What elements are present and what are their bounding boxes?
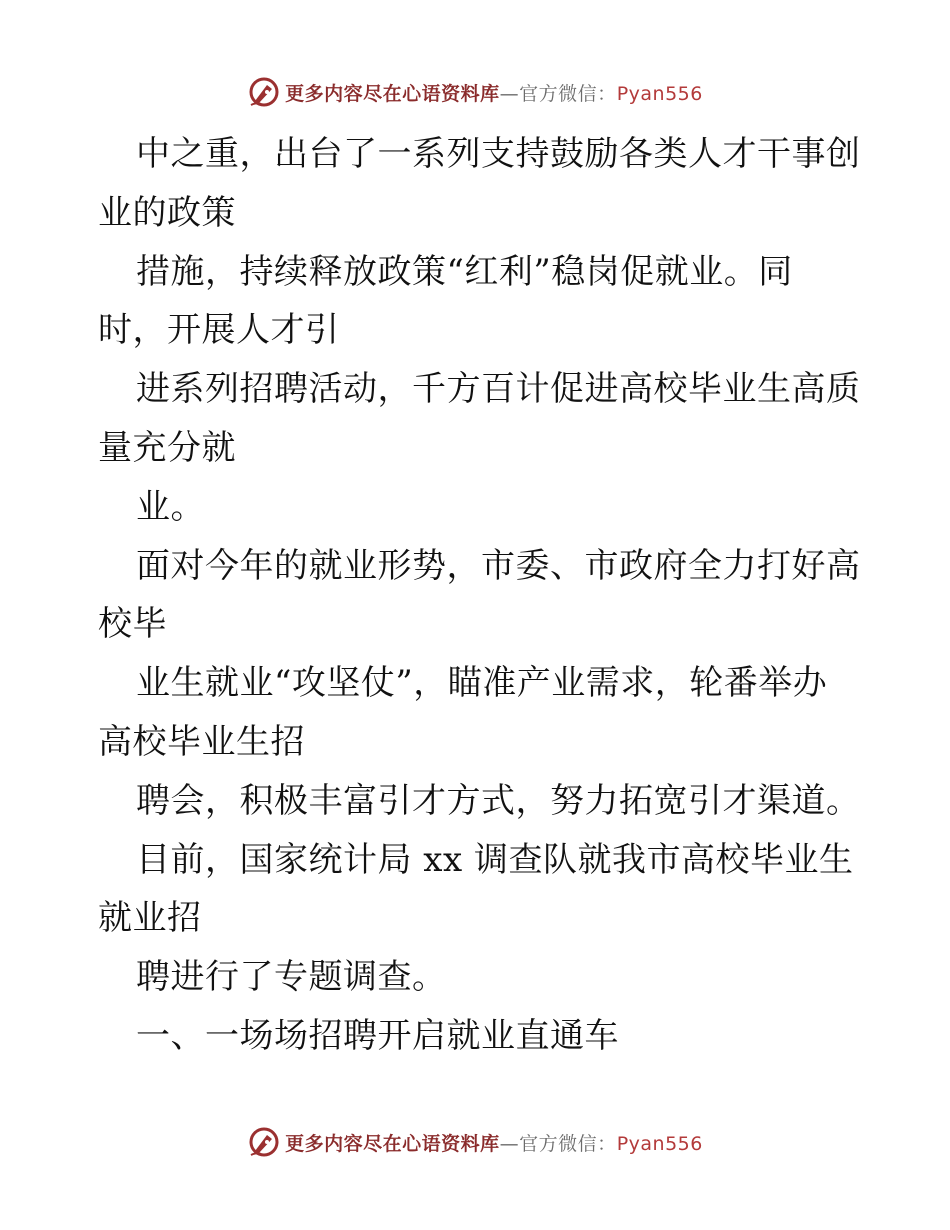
header-banner-wechat: 官方微信：: [519, 82, 617, 105]
header-banner-id: Pyan556: [616, 82, 703, 105]
document-line: 业。: [136, 486, 205, 527]
document-line: 面对今年的就业形势，市委、市政府全力打好高: [136, 545, 861, 586]
footer-banner: [0, 1122, 950, 1162]
footer-banner-text: [285, 1129, 703, 1156]
document-line: 措施，持续释放政策“红利”稳岗促就业。同: [136, 251, 793, 292]
footer-banner-wechat: 官方微信：: [519, 1132, 617, 1155]
pen-nib-logo-icon: [247, 75, 281, 109]
document-line: 就业招: [98, 898, 202, 939]
footer-banner-main: 更多内容尽在心语资料库: [285, 1132, 500, 1155]
document-line: 目前，国家统计局 xx 调查队就我市高校毕业生: [136, 839, 854, 880]
section-heading: 一、一场场招聘开启就业直通车: [136, 1015, 619, 1056]
document-body: [98, 125, 861, 1066]
document-line: 聘进行了专题调查。: [136, 957, 447, 998]
document-line: 进系列招聘活动，千方百计促进高校毕业生高质: [136, 369, 861, 410]
document-line: 时，开展人才引: [98, 310, 340, 351]
footer-banner-id: Pyan556: [616, 1132, 703, 1155]
document-line: 高校毕业生招: [98, 721, 305, 762]
document-line: 量充分就: [98, 427, 236, 468]
document-line: 业生就业“攻坚仗”，瞄准产业需求，轮番举办: [136, 663, 828, 704]
footer-banner-separator: —: [499, 1132, 520, 1155]
header-banner: [0, 72, 950, 112]
document-line: 中之重，出台了一系列支持鼓励各类人才干事创: [136, 134, 861, 174]
pen-nib-logo-icon: [247, 1125, 281, 1159]
header-banner-text: [285, 79, 703, 106]
header-banner-main: 更多内容尽在心语资料库: [285, 82, 500, 105]
document-line: 业的政策: [98, 192, 236, 233]
document-line: 聘会，积极丰富引才方式，努力拓宽引才渠道。: [136, 780, 861, 821]
document-line: 校毕: [98, 604, 167, 645]
header-banner-separator: —: [499, 82, 520, 105]
